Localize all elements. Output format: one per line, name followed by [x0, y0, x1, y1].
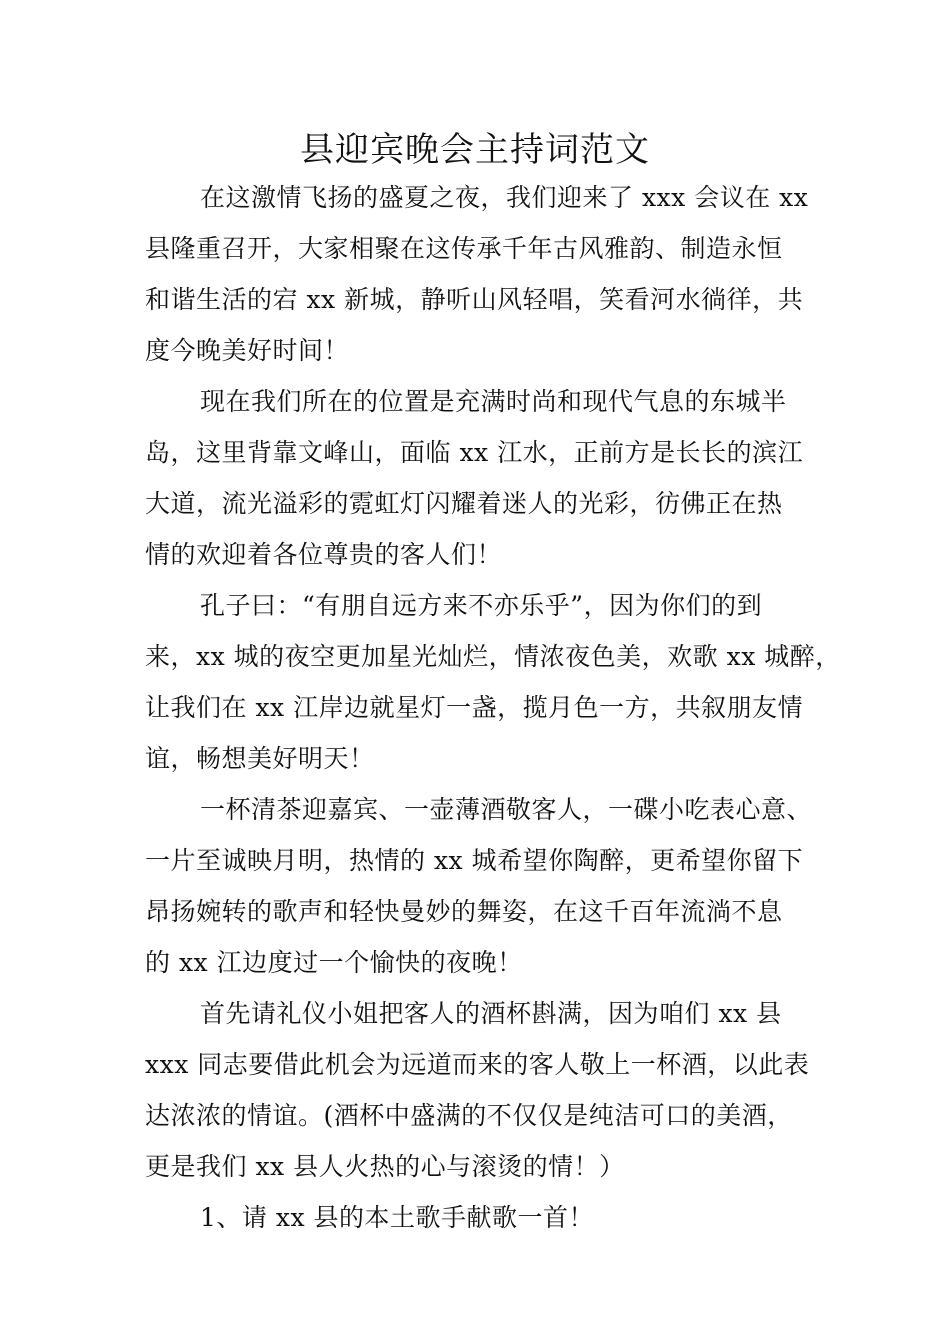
paragraph-line: 更是我们 xx 县人火热的心与滚烫的情！） [145, 1152, 625, 1181]
paragraph-line: 在这激情飞扬的盛夏之夜，我们迎来了 xxx 会议在 xx [200, 183, 809, 212]
paragraph [145, 784, 813, 988]
paragraph [145, 580, 841, 784]
paragraph-line: 和谐生活的宕 xx 新城，静听山风轻唱，笑看河水徜徉，共 [145, 285, 804, 314]
document-body [145, 172, 841, 1243]
paragraph-line: 一片至诚映月明，热情的 xx 城希望你陶醉，更希望你留下 [145, 846, 804, 875]
paragraph-line: 达浓浓的情谊。(酒杯中盛满的不仅仅是纯洁可口的美酒， [145, 1101, 793, 1130]
document-title: 县迎宾晚会主持词范文 [300, 130, 650, 170]
paragraph-line: 孔子曰：“有朋自远方来不亦乐乎”，因为你们的到 [200, 591, 763, 620]
paragraph-line: 1、请 xx 县的本土歌手献歌一首！ [200, 1203, 594, 1232]
paragraph [145, 172, 810, 376]
paragraph-line: 首先请礼仪小姐把客人的酒杯斟满，因为咱们 xx 县 [200, 999, 782, 1028]
paragraph-line: 度今晚美好时间！ [145, 336, 350, 365]
paragraph-line: 情的欢迎着各位尊贵的客人们！ [145, 540, 503, 569]
paragraph [145, 988, 810, 1192]
paragraph-line: 让我们在 xx 江岸边就星灯一盏，揽月色一方，共叙朋友情 [145, 693, 804, 722]
paragraph-line: xxx 同志要借此机会为远道而来的客人敬上一杯酒，以此表 [145, 1050, 810, 1079]
paragraph-line: 现在我们所在的位置是充满时尚和现代气息的东城半 [200, 387, 787, 416]
paragraph [145, 376, 810, 580]
paragraph [145, 1192, 810, 1243]
paragraph-line: 的 xx 江边度过一个愉快的夜晚！ [145, 948, 523, 977]
paragraph-line: 一杯清茶迎嘉宾、一壶薄酒敬客人，一碟小吃表心意、 [200, 795, 813, 824]
paragraph-line: 昂扬婉转的歌声和轻快曼妙的舞姿，在这千百年流淌不息 [145, 897, 783, 926]
paragraph-line: 岛，这里背靠文峰山，面临 xx 江水，正前方是长长的滨江 [145, 438, 804, 467]
paragraph-line: 县隆重召开，大家相聚在这传承千年古风雅韵、制造永恒 [145, 234, 783, 263]
paragraph-line: 来，xx 城的夜空更加星光灿烂，情浓夜色美，欢歌 xx 城醉， [145, 642, 841, 671]
paragraph-line: 大道，流光溢彩的霓虹灯闪耀着迷人的光彩，彷佛正在热 [145, 489, 783, 518]
paragraph-line: 谊，畅想美好明天！ [145, 744, 375, 773]
